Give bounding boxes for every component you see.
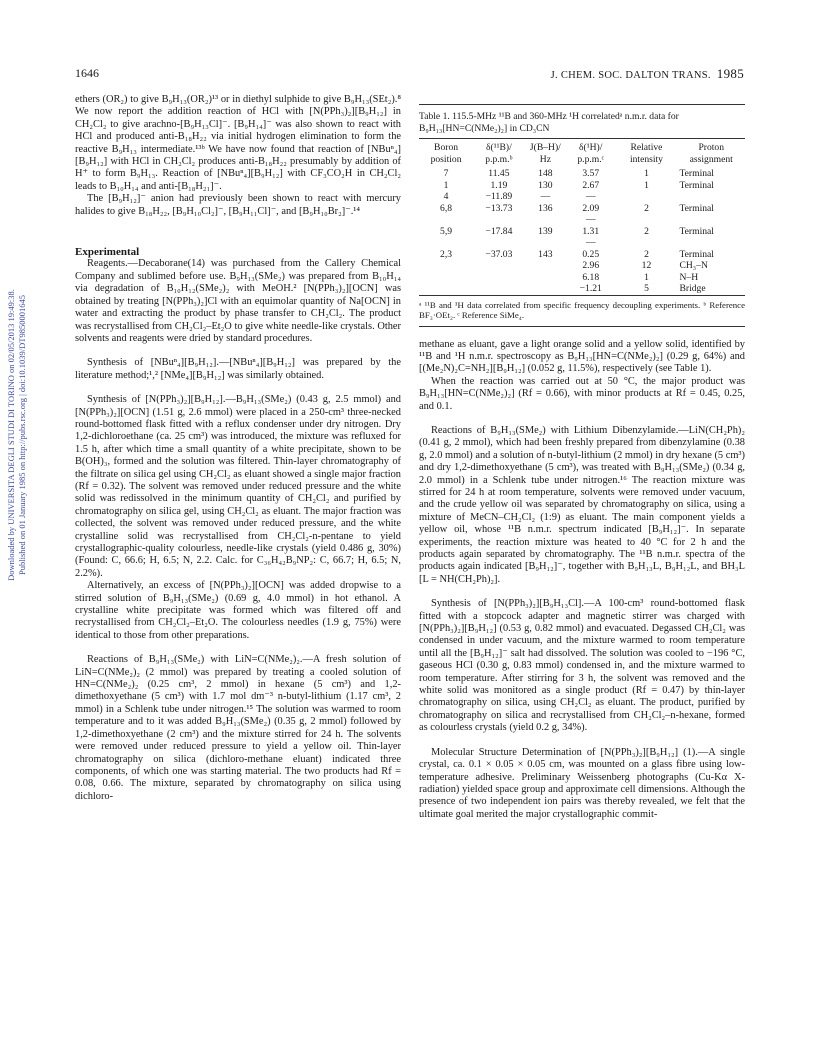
intro-paragraph-1: ethers (OR₂) to give B₉H₁₃(OR₂)¹³ or in diethyl sulphide to give B₉H₁₃(SEt₂).⁸ We now report the addition reaction of HCl with [N(PPh₃)₂][B₉H₁₂] in CH₂Cl₂ to give arachno-[B₉H₁₃Cl]⁻. [B₉H₁₄]⁻ was also shown to react with HCl and produced anti-B₁₈H₂₂ via initial hydrogen elimination to form the reactive B₉H₁₃ intermediate.¹³ᵇ We have now found that reaction of [NBuⁿ₄][B₉H₁₂] with HCl in CH₂Cl₂ produces anti-B₁₈H₂₂ presumably by addition of H⁺ to form B₉H₁₃. Reaction of [NBuⁿ₄][B₉H₁₂] with CF₃CO₂H in CH₂Cl₂ leads to B₁₀H₁₄ and anti-[B₁₈H₂₁]⁻. [75,94,401,192]
table-cell: 1 [644,179,649,191]
synthesis-nbu4-paragraph: Synthesis of [NBuⁿ₄][B₉H₁₂].—[NBuⁿ₄][B₉H₁₂] was prepared by the literature method;¹,² [NMe₄][B₉H₁₂] was similarly obtained. [75,357,401,381]
nmr-table [419,138,745,296]
table-cell: 5 [644,283,649,294]
table-row [419,260,745,272]
table-row [419,249,745,261]
table-cell [525,272,566,284]
column-header: Proton assignment [689,142,733,165]
table-cell: 2,3 [440,248,453,260]
table-cell: 148 [538,168,553,179]
right-column [419,104,745,821]
column-header: Relative intensity [629,142,663,165]
table-cell: 2 [644,248,649,260]
table-cell: 2.96 [582,260,600,271]
table-cell: 3.57 [582,168,600,179]
table-cell: Terminal [679,248,714,260]
table-row [419,237,745,249]
table-cell: 139 [538,225,553,237]
table-cell: 0.25 [582,248,600,260]
table-cell: 12 [641,260,652,271]
table-cell [419,237,473,249]
alternative-paragraph: Alternatively, an excess of [N(PPh₃)₂][OCN] was added dropwise to a stirred solution of B₉H₁₃(SMe₂) (0.69 g, 4.0 mmol) in hot ethanol. A crystalline white precipitate was formed which was filtered off and recrystallised from CH₂Cl₂–Et₂O. The colourless needles (1.9 g, 75%) were identical to those from other preparations. [75,580,401,641]
table-cell: 7 [443,168,449,179]
download-notice-line2: Published on 01 January 1985 on http://pubs.rsc.org | doi:10.1039/DT9850001645 [17,295,27,575]
nmr-table-block [419,104,745,327]
reactions-lin-paragraph: Reactions of B₉H₁₃(SMe₂) with LiN=C(NMe₂)₂.—A fresh solution of LiN=C(NMe₂)₂ (2 mmol) was prepared by treating a cooled solution of HN=C(NMe₂)₂ (0.25 cm³, 2 mmol) in hexane (5 cm³) and 1,2-dimethoxyethane (5 cm³) with 1.7 mol dm⁻³ n-butyl-lithium (1.17 cm³, 2 mmol) in a Schlenk tube under nitrogen.¹⁵ The solution was warmed to room temperature and to it was added B₉H₁₃(SMe₂) (0.35 g, 2 mmol) followed by 1,2-dimethoxyethane (2 cm³) and the mixture stirred for 24 h. The solvents were removed under reduced pressure to yield a yellow oil. Thin-layer chromatography on silica (dichloro-methane eluant) indicated three components, of which one was starting material. The two products had Rf = 0.08, 0.66. The mixture, separated by chromatography on silica using dichloro- [75,654,401,802]
download-watermark [2,220,32,650]
table-cell [419,214,473,226]
table-cell [615,214,677,226]
table-cell: 136 [538,202,553,214]
table-cell: 2 [644,202,649,214]
table-cell: 1 [443,179,449,191]
table-cell: 1.19 [490,179,508,191]
table-cell: Bridge [679,283,706,294]
table-cell [525,283,566,295]
table-cell: −11.89 [485,191,513,202]
column-header: J(B–H)/ Hz [529,142,561,165]
table-cell [525,237,566,249]
table-cell: 6,8 [440,202,453,214]
table-row [419,191,745,203]
column-header: δ(¹H)/ p.p.m.ᶜ [577,142,605,165]
table-cell [473,237,525,249]
table-cell [473,214,525,226]
table-cell [615,237,677,249]
table-cell: 1 [644,271,649,283]
table-cell: 2 [644,225,649,237]
download-notice [6,289,28,581]
table-cell: −17.84 [485,225,513,237]
synthesis-nppph3-paragraph: Synthesis of [N(PPh₃)₂][B₉H₁₂].—B₉H₁₃(SMe₂) (0.43 g, 2.5 mmol) and [N(PPh₃)₂][OCN] (1.51 g, 2.6 mmol) were placed in a 250-cm³ three-necked round-bottomed flask fitted with a reflux condenser under dry nitrogen. Dry 1,2-dichloroethane (ca. 25 cm³) was introduced, the mixture was refluxed for 1.5 h, after which time a small quantity of a white precipitate, shown to be B(OH)₃, formed and the solution was filtered. Thin-layer chromatography of the filtrate on silica gel using CH₂Cl₂ as eluant showed a single major fraction (Rf = 0.32). The solvent was removed under reduced pressure and the white solid was redissolved in the minimum quantity of CH₂Cl₂ and purified by chromatography on silica gel, using CH₂Cl₂ as eluant. The major fraction was collected, the solvent was removed under reduced pressure, and the white crystalline solid was recrystallised from CH₂Cl₂-n-pentane to yield crystallographic-quality colourless, needle-like crystals (yield 0.486 g, 30%) (Found: C, 66.6; H, 6.5; N, 2.2. Calc. for C₃₆H₄₂B₉NP₂: C, 66.7; H, 6.5; N, 2.2%). [75,394,401,579]
left-column [75,94,401,1034]
table-cell: 5,9 [440,225,453,237]
table-cell: Terminal [679,225,714,237]
table-row [419,226,745,238]
table-cell: 143 [538,248,553,260]
table-cell: CH₃–N [679,260,708,271]
table-cell [473,260,525,272]
table-cell: 130 [538,179,553,191]
table-cell: — [585,214,596,225]
table-cell [419,260,473,272]
table-cell: — [585,237,596,248]
journal-year: 1985 [716,66,744,81]
table-row [419,214,745,226]
table-cell: N–H [679,271,699,283]
journal-name: J. CHEM. SOC. DALTON TRANS. [550,70,711,81]
table-row [419,283,745,295]
table-cell: Terminal [679,202,714,214]
table-cell: Terminal [679,168,714,179]
table-header-row [419,139,745,169]
reactions-dibenzylamide-paragraph: Reactions of B₉H₁₃(SMe₂) with Lithium Dibenzylamide.—LiN(CH₂Ph)₂ (0.41 g, 2 mmol), which had been freshly prepared from dibenzylamine (0.38 g, 2.0 mmol) and a solution of n-butyl-lithium (2 mmol) in dry hexane (5 cm³) and dry 1,2-dimethoxyethane (5 cm³), was treated with B₉H₁₃(SMe₂) (0.34 g, 2.0 mmol) in a Schlenk tube under nitrogen.¹⁶ The reaction mixture was stirred for 24 h at room temperature, solvents were removed under vacuum, and the crude yellow oil was separated by chromatography on silica, using a mixture of MeCN–CH₂Cl₂ (1:9) as eluant. The main component yields a yellow oil, whose ¹¹B n.m.r. spectrum indicated [B₉H₁₂]⁻. In separate experiments, the reaction mixture was heated to 40 °C for 2 h and the products again separated by chromatography. The ¹¹B n.m.r. spectra of the products again indicated [B₉H₁₂]⁻, together with B₉H₁₃L, B₉H₁₂L, and BH₃L [L = NH(CH₂Ph)₂]. [419,424,745,585]
table-row [419,203,745,215]
table-cell: 1 [644,168,649,179]
table-cell [525,214,566,226]
table-cell: −13.73 [485,202,513,214]
table-cell [615,191,677,203]
synthesis-b9h13cl-paragraph: Synthesis of [N(PPh₃)₂][B₉H₁₃Cl].—A 100-cm³ round-bottomed flask fitted with a stopcock adapter and magnetic stirrer was charged with [N(PPh₃)₂][B₉H₁₂] (0.53 g, 0.82 mmol) and evacuated. Degassed CH₂Cl₂ was condensed in under vacuum, and the mixture warmed to room temperature until all the [B₉H₁₂]⁻ salt had dissolved. The solution was cooled to −196 °C, gaseous HCl (0.30 g, 0.83 mmol) condensed in, and the mixture warmed to room temperature. After stirring for 3 h, the solvent was removed and the white solid was monitored as a single product (Rf = 0.47) by thin-layer chromatography on silica, using CH₂Cl₂ as eluant. The product, purified by chromatography on silica and recrystallised from CH₂Cl₂–n-hexane, formed as colourless crystals (yield 0.2 g, 34%). [419,598,745,734]
right-paragraph-1: methane as eluant, gave a light orange solid and a yellow solid, identified by ¹¹B and ¹H n.m.r. spectroscopy as B₉H₁₃[HN=C(NMe₂)₂] (0.29 g, 64%) and [(Me₂N)₂C=NH₂][B₉H₁₂] (0.052 g, 11.5%), respectively (see Table 1). [419,338,745,375]
table-cell [419,272,473,284]
table-cell: 1.31 [582,225,600,237]
reagents-paragraph: Reagents.—Decaborane(14) was purchased from the Callery Chemical Company and sublimed before use. B₉H₁₃(SMe₂) was prepared from B₁₀H₁₄ via degradation of B₁₀H₁₂(SMe₂)₂ with MeOH.² [N(PPh₃)₂][OCN] was obtained by treating [N(PPh₃)₂]Cl with an equimolar quantity of Na[OCN] in water and extracting the product by phase transfer to CH₂Cl₂. The product was recrystallised from CH₂Cl₂–Et₂O to give white needle-like crystals. Other solvents and reagents were dried by standard procedures. [75,258,401,344]
table-cell: −37.03 [485,248,513,260]
table-cell: 2.67 [582,179,600,191]
running-header [551,66,744,82]
table-cell [677,214,745,226]
table-cell [525,260,566,272]
table-cell: — [540,191,551,202]
column-header: Boron position [430,142,462,165]
page-number: 1646 [75,66,99,80]
table-cell: — [585,191,596,202]
table-cell [419,283,473,295]
table-cell [677,191,745,203]
table-row [419,272,745,284]
download-notice-line1: Downloaded by UNIVERSITA DEGLI STUDI DI TORINO on 02/05/2013 19:49:38. [6,289,16,581]
table-caption: Table 1. 115.5-MHz ¹¹B and 360-MHz ¹H correlatedᵃ n.m.r. data for B₉H₁₃[HN=C(NMe₂)₂] in CD₃CN [419,111,679,134]
nmr-table-body [419,168,745,295]
table-cell: 2.09 [582,202,600,214]
experimental-heading: Experimental [75,246,140,259]
table-cell: 11.45 [488,168,510,179]
table-cell [473,272,525,284]
table-cell [677,237,745,249]
right-paragraph-2: When the reaction was carried out at 50 °C, the major product was B₉H₁₃[HN=C(NMe₂)₂] (Rf = 0.66), with minor products at Rf = 0.45, 0.25, and 0.1. [419,375,745,412]
column-header: δ(¹¹B)/ p.p.m.ᵇ [485,142,513,165]
table-cell: −1.21 [579,283,602,294]
table-row [419,168,745,180]
table-cell [473,283,525,295]
table-footnote: ᵃ ¹¹B and ¹H data correlated from specific frequency decoupling experiments. ᵇ Reference BF₃·OEt₂. ᶜ Reference SiMe₄. [419,299,745,320]
intro-paragraph-2: The [B₉H₁₂]⁻ anion had previously been shown to react with mercury halides to give B₁₈H₂₂, [B₉H₁₀Cl₂]⁻, [B₉H₁₁Cl]⁻, and [B₉H₁₀Br₂]⁻.¹⁴ [75,193,401,217]
structure-determination-paragraph: Molecular Structure Determination of [N(PPh₃)₂][B₉H₁₂] (1).—A single crystal, ca. 0.1 × 0.05 × 0.05 cm, was mounted on a glass fibre using low-temperature adhesive. Preliminary Weissenberg photographs (Cu-Kα X-radiation) yielded space group and approximate cell dimensions. Although the presence of two independent ion pairs was thereby revealed, we felt that the ultimate goal merited the major crystallographic commit- [419,746,745,820]
table-row [419,180,745,192]
table-cell: Terminal [679,179,714,191]
table-cell: 6.18 [582,271,600,283]
table-cell: 4 [443,191,449,202]
